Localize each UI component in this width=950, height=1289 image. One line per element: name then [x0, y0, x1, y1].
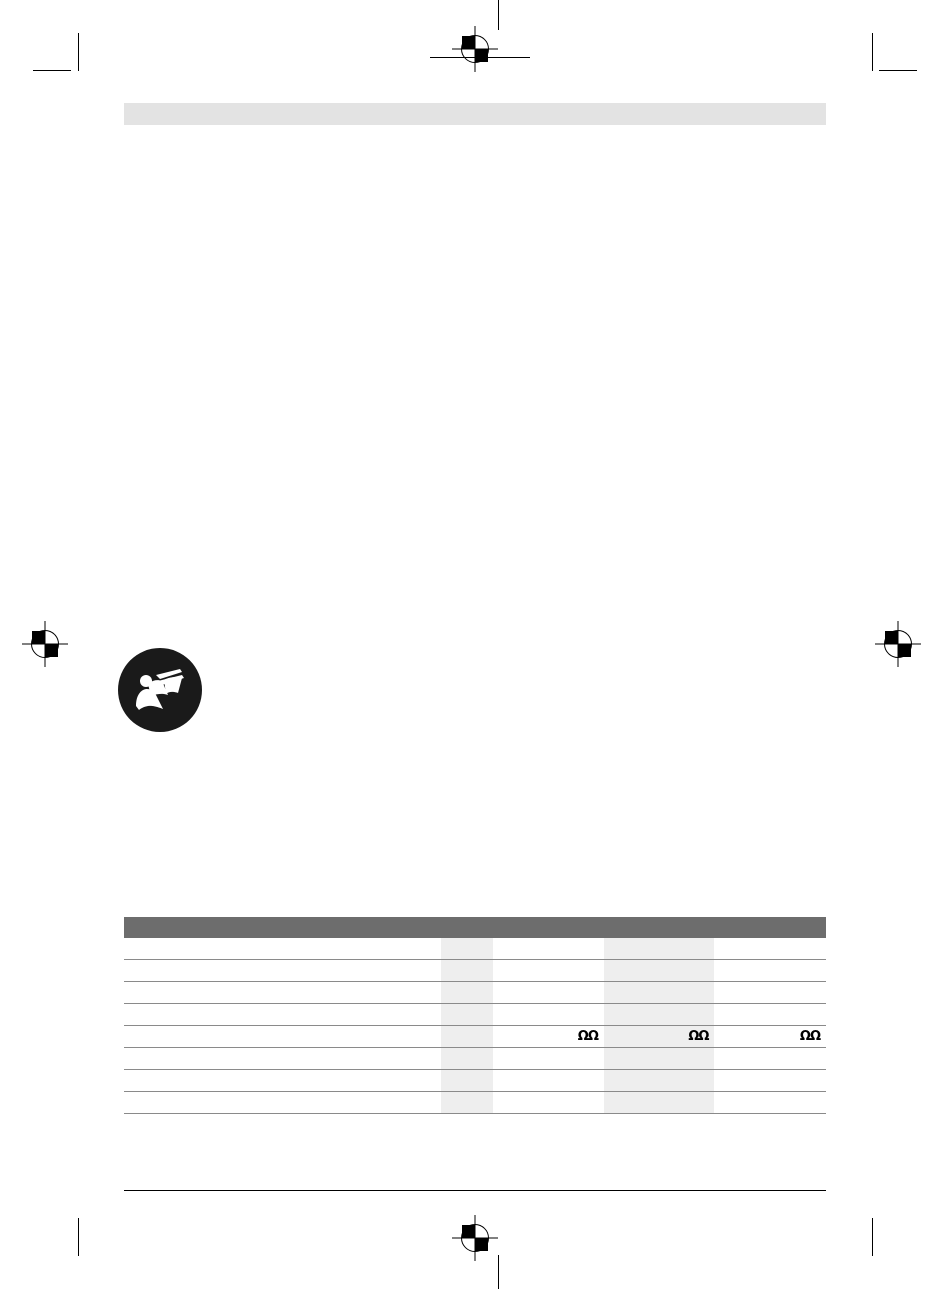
table-header-cell-name	[124, 917, 441, 938]
table-cell-unit	[441, 960, 493, 982]
crop-mark-top-center-vertical	[498, 0, 499, 30]
crop-mark-bottom-right-vertical	[872, 1218, 873, 1256]
table-cell-name	[124, 960, 441, 982]
table-cell-c	[714, 1048, 826, 1070]
table-header-cell-c	[714, 917, 826, 938]
table-cell-unit	[441, 982, 493, 1004]
table-cell-a	[493, 982, 604, 1004]
table-cell-b	[604, 1070, 715, 1092]
table-cell-c-ohm: ΩΩ	[799, 1029, 820, 1044]
table-cell-b	[604, 1092, 715, 1114]
table-cell-name	[124, 1026, 441, 1048]
table-cell-name	[124, 1070, 441, 1092]
table-cell-b	[604, 1004, 715, 1026]
table-cell-b	[604, 1048, 715, 1070]
table-cell-b	[604, 982, 715, 1004]
page-header-band	[124, 103, 826, 125]
table-cell-a-ohm: ΩΩ	[577, 1029, 598, 1044]
table-cell-unit	[441, 1070, 493, 1092]
footer-rule	[124, 1190, 826, 1191]
table-row	[124, 1070, 826, 1092]
registration-mark-top	[461, 35, 489, 63]
read-manual-icon	[118, 648, 202, 732]
crop-mark-bottom-left-vertical	[78, 1218, 79, 1256]
table-cell-a	[493, 960, 604, 982]
table-cell-a	[493, 938, 604, 960]
table-cell-b	[604, 938, 715, 960]
table-row	[124, 960, 826, 982]
table-body	[124, 938, 826, 1114]
registration-mark-right	[884, 630, 912, 658]
table-cell-c	[714, 982, 826, 1004]
table-cell-unit	[441, 1004, 493, 1026]
technical-data-table	[124, 917, 826, 1114]
table-cell-a	[493, 1092, 604, 1114]
table-cell-name	[124, 938, 441, 960]
table-cell-name	[124, 1048, 441, 1070]
crop-mark-top-left-vertical	[78, 33, 79, 71]
table-cell-name	[124, 1004, 441, 1026]
crop-mark-bottom-center-vertical	[498, 1255, 499, 1289]
table-cell-c	[714, 1004, 826, 1026]
table-cell-c	[714, 1070, 826, 1092]
table-cell-a	[493, 1048, 604, 1070]
table-cell-name	[124, 982, 441, 1004]
table-cell-unit	[441, 1092, 493, 1114]
crop-mark-top-left-horizontal	[33, 70, 71, 71]
table-header	[124, 917, 826, 938]
crop-mark-top-right-horizontal	[879, 70, 917, 71]
table-row	[124, 938, 826, 960]
table-cell-unit	[441, 1026, 493, 1048]
table-row	[124, 1092, 826, 1114]
table-header-row	[124, 917, 826, 938]
table-row	[124, 982, 826, 1004]
table-cell-b-ohm: ΩΩ	[604, 1026, 715, 1048]
table-cell-c	[714, 938, 826, 960]
table-cell-unit	[441, 938, 493, 960]
table-cell-a	[493, 1070, 604, 1092]
table-header-cell-b	[604, 917, 715, 938]
crop-mark-top-right-vertical	[872, 33, 873, 71]
table-cell-c	[714, 960, 826, 982]
table-header-cell-a	[493, 917, 604, 938]
table-row	[124, 1048, 826, 1070]
table-cell-c	[714, 1092, 826, 1114]
registration-mark-left	[31, 630, 59, 658]
table-cell-b	[604, 960, 715, 982]
table-cell-a	[493, 1004, 604, 1026]
table-header-cell-unit	[441, 917, 493, 938]
table-cell-unit	[441, 1048, 493, 1070]
registration-mark-bottom	[461, 1224, 489, 1252]
table-row	[124, 1004, 826, 1026]
table-cell-name	[124, 1092, 441, 1114]
table-row	[124, 1026, 826, 1048]
